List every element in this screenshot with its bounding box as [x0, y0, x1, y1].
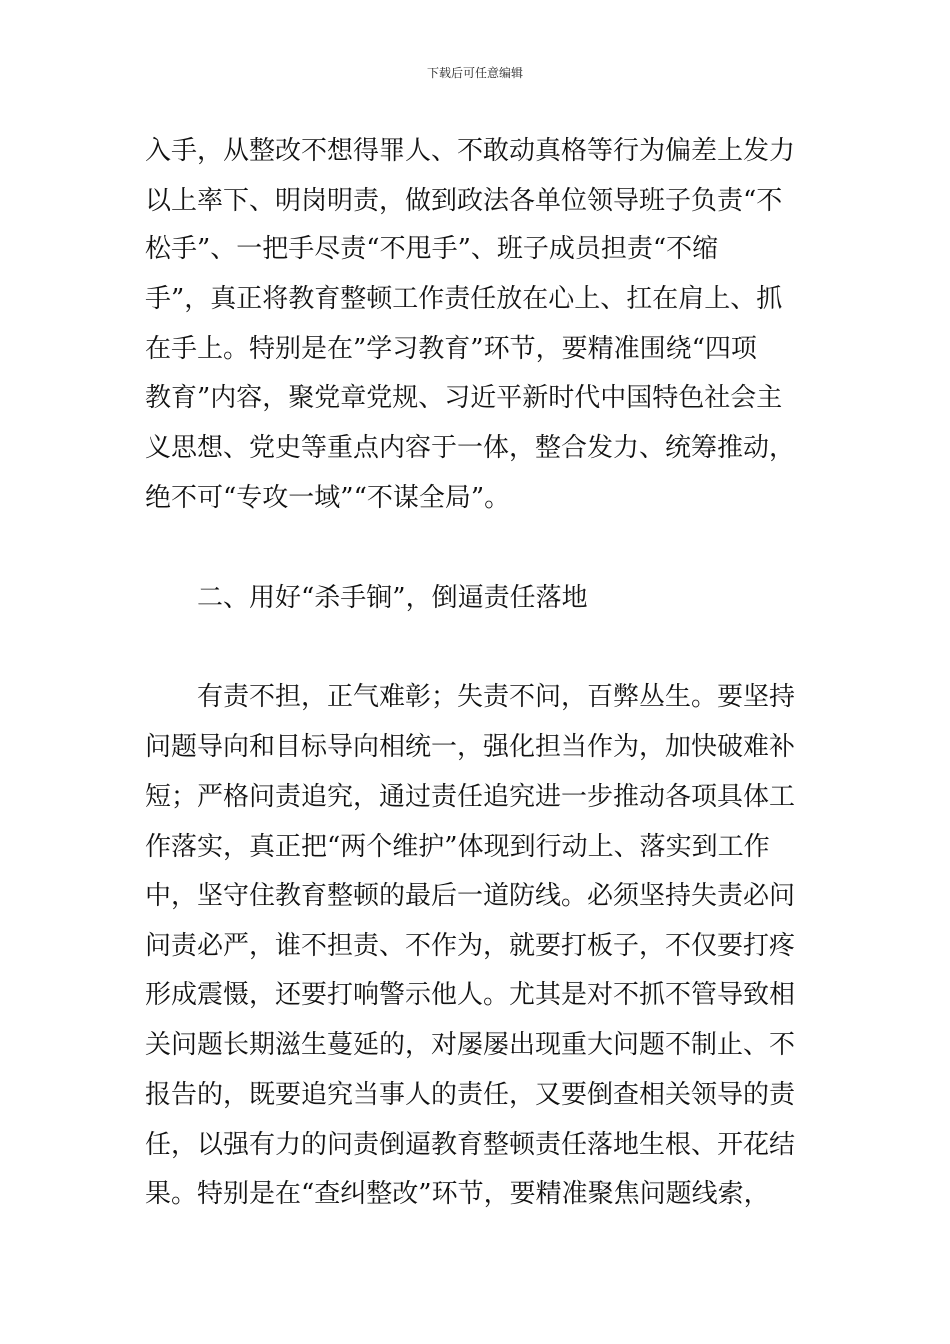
text-line: 教育”内容，聚党章党规、习近平新时代中国特色社会主 — [145, 383, 783, 413]
text-line: 中，坚守住教育整顿的最后一道防线。必须坚持失责必问 — [145, 881, 796, 911]
text-line: 作落实，真正把“两个维护”体现到行动上、落实到工作 — [145, 832, 770, 862]
text-line: 在手上。特别是在”学习教育”环节，要精准围绕“四项 — [145, 334, 757, 364]
text-line: 松手”、一把手尽责“不甩手”、班子成员担责“不缩 — [145, 234, 719, 264]
section-heading: 二、用好“杀手锏”，倒逼责任落地 — [197, 583, 588, 613]
text-line: 绝不可“专攻一域”“不谋全局”。 — [145, 483, 511, 513]
text-line: 有责不担，正气难彰；失责不问，百弊丛生。要坚持 — [197, 682, 796, 712]
text-line: 报告的，既要追究当事人的责任，又要倒查相关领导的责 — [145, 1080, 796, 1110]
text-line: 任，以强有力的问责倒逼教育整顿责任落地生根、开花结 — [145, 1130, 796, 1160]
text-line: 形成震慑，还要打响警示他人。尤其是对不抓不管导致相 — [145, 980, 796, 1010]
page-header-note: 下载后可任意编辑 — [426, 66, 523, 80]
text-line: 义思想、党史等重点内容于一体，整合发力、统筹推动， — [145, 433, 796, 463]
text-line: 短；严格问责追究，通过责任追究进一步推动各项具体工 — [145, 782, 796, 812]
text-line: 入手，从整改不想得罪人、不敢动真格等行为偏差上发力 — [145, 136, 796, 166]
text-line: 关问题长期滋生蔓延的，对屡屡出现重大问题不制止、不 — [145, 1030, 796, 1060]
text-line: 手”，真正将教育整顿工作责任放在心上、扛在肩上、抓 — [145, 284, 783, 314]
text-line: 果。特别是在“查纠整改”环节，要精准聚焦问题线索， — [145, 1179, 770, 1209]
text-line: 以上率下、明岗明责，做到政法各单位领导班子负责“不 — [145, 186, 783, 216]
text-line: 问责必严，谁不担责、不作为，就要打板子，不仅要打疼 — [145, 931, 796, 961]
text-line: 问题导向和目标导向相统一，强化担当作为，加快破难补 — [145, 732, 796, 762]
